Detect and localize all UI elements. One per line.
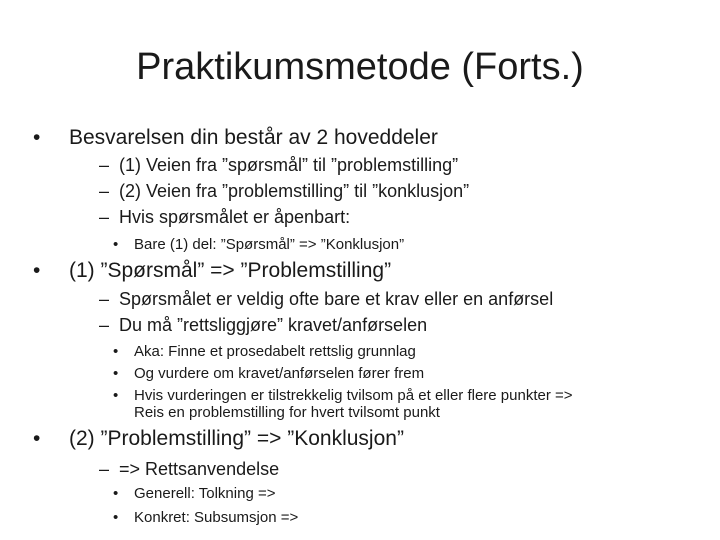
sub-bullet-text: (1) Veien fra ”spørsmål” til ”problemstilling” [119,155,459,175]
sub-sub-bullet-text: Generell: Tolkning => [134,485,276,502]
slide-title: Praktikumsmetode (Forts.) [136,46,584,88]
bullet-marker: • [113,343,119,360]
sub-sub-bullet-text: Og vurdere om kravet/anførselen fører frem [134,365,425,382]
bullet-text: (1) ”Spørsmål” => ”Problemstilling” [69,259,392,282]
sub-sub-bullet-continuation: Reis en problemstilling for hvert tvilsomt punkt [134,404,440,421]
sub-sub-bullet-text: Bare (1) del: ”Spørsmål” => ”Konklusjon” [134,236,405,253]
bullet-marker: • [113,509,119,526]
sub-sub-bullet-text: Aka: Finne et prosedabelt rettslig grunnlag [134,343,416,360]
dash-marker: – [99,155,110,175]
dash-marker: – [99,181,110,201]
dash-marker: – [99,315,110,335]
bullet-text: (2) ”Problemstilling” => ”Konklusjon” [69,427,404,450]
bullet-marker: • [113,485,119,502]
sub-bullet-text: Du må ”rettsliggjøre” kravet/anførselen [119,315,428,335]
bullet-marker: • [33,126,41,149]
dash-marker: – [99,459,110,479]
dash-marker: – [99,207,110,227]
bullet-text: Besvarelsen din består av 2 hoveddeler [69,126,438,149]
sub-sub-bullet-text: Hvis vurderingen er tilstrekkelig tvilsom på et eller flere punkter => [134,387,573,404]
bullet-marker: • [113,236,119,253]
dash-marker: – [99,289,110,309]
sub-bullet-text: Hvis spørsmålet er åpenbart: [119,207,351,227]
sub-bullet-text: (2) Veien fra ”problemstilling” til ”konklusjon” [119,181,470,201]
bullet-marker: • [33,427,41,450]
bullet-marker: • [113,387,119,404]
bullet-marker: • [33,259,41,282]
sub-bullet-text: Spørsmålet er veldig ofte bare et krav eller en anførsel [119,289,554,309]
sub-bullet-text: => Rettsanvendelse [119,459,280,479]
sub-sub-bullet-text: Konkret: Subsumsjon => [134,509,299,526]
bullet-marker: • [113,365,119,382]
